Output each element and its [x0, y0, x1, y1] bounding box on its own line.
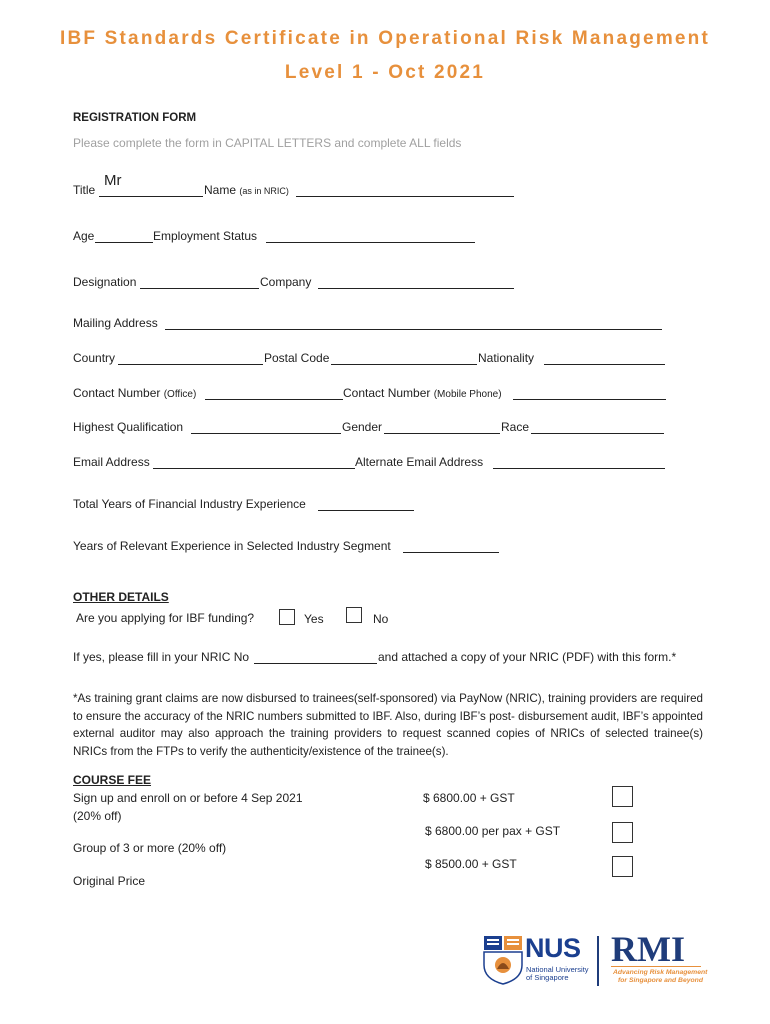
- designation-label: Designation: [73, 275, 137, 289]
- fee-option-price-original: $ 8500.00 + GST: [425, 857, 517, 871]
- nus-crest-icon: [483, 935, 523, 985]
- gender-field[interactable]: [384, 433, 500, 434]
- designation-field[interactable]: [140, 288, 259, 289]
- country-field[interactable]: [118, 364, 263, 365]
- title-field[interactable]: [99, 196, 203, 197]
- alt-email-field[interactable]: [493, 468, 665, 469]
- email-label: Email Address: [73, 455, 150, 469]
- nus-logo-sub2: of Singapore: [526, 973, 569, 982]
- gender-label: Gender: [342, 420, 383, 434]
- funding-question: Are you applying for IBF funding?: [76, 611, 255, 625]
- form-title-line1: IBF Standards Certificate in Operational Risk Management: [59, 28, 711, 49]
- total-experience-field[interactable]: [318, 510, 414, 511]
- employment-status-label: Employment Status: [153, 229, 258, 243]
- rmi-logo-sub1: Advancing Risk Management: [613, 969, 708, 976]
- registration-instruction: Please complete the form in CAPITAL LETTERS and complete ALL fields: [73, 136, 462, 150]
- qualification-field[interactable]: [191, 433, 341, 434]
- nric-disclaimer: *As training grant claims are now disbursed to trainees(self-sponsored) via PayNow (NRIC), training providers are required to ensure the accuracy of the NRIC numbers submitted to IBF. Also, during IBF’s post- disbursement audit, IBF’s appointed external auditor may also approach the training providers to request scanned copies of NRICs of selected trainee(s) NRICs from the FTPs to verify the authenticity/existence of the trainee(s).: [73, 692, 703, 758]
- funding-no-checkbox[interactable]: [346, 607, 362, 623]
- nus-logo-sub1: National University: [526, 965, 589, 974]
- fee-early-checkbox[interactable]: [612, 786, 633, 807]
- fee-option-label-early: Sign up and enroll on or before 4 Sep 2021 (20% off): [73, 791, 303, 823]
- company-field[interactable]: [318, 288, 514, 289]
- nationality-field[interactable]: [544, 364, 665, 365]
- company-label: Company: [260, 275, 312, 289]
- contact-office-field[interactable]: [205, 399, 343, 400]
- employment-status-field[interactable]: [266, 242, 475, 243]
- funding-yes-checkbox[interactable]: [279, 609, 295, 625]
- rmi-logo-sub2: for Singapore and Beyond: [618, 977, 703, 984]
- rmi-logo-rule: [611, 966, 701, 967]
- fee-original-checkbox[interactable]: [612, 856, 633, 877]
- funding-yes-label: Yes: [304, 612, 324, 626]
- course-fee-heading: COURSE FEE: [73, 773, 152, 787]
- nationality-label: Nationality: [478, 351, 535, 365]
- qualification-label: Highest Qualification: [73, 420, 184, 434]
- alt-email-label: Alternate Email Address: [355, 455, 484, 469]
- registration-heading: REGISTRATION FORM: [73, 112, 197, 124]
- relevant-experience-field[interactable]: [403, 552, 499, 553]
- fee-option-price-group: $ 6800.00 per pax + GST: [425, 824, 561, 838]
- logo-divider: [597, 936, 599, 986]
- mailing-address-label: Mailing Address: [73, 316, 158, 330]
- form-title-line2: Level 1 - Oct 2021: [284, 62, 486, 83]
- contact-mobile-field[interactable]: [513, 399, 666, 400]
- relevant-experience-label: Years of Relevant Experience in Selected Industry Segment: [73, 539, 391, 553]
- race-field[interactable]: [531, 433, 664, 434]
- fee-option-price-early: $ 6800.00 + GST: [423, 791, 515, 805]
- nus-logo-text: NUS: [525, 933, 581, 963]
- name-field[interactable]: [296, 196, 514, 197]
- name-label: Name (as in NRIC): [204, 183, 289, 197]
- fee-option-label-group: Group of 3 or more (20% off): [73, 841, 227, 855]
- email-field[interactable]: [153, 468, 355, 469]
- nric-prefix: If yes, please fill in your NRIC No: [73, 650, 250, 664]
- funding-no-label: No: [373, 612, 389, 626]
- nric-field[interactable]: [254, 663, 377, 664]
- fee-group-checkbox[interactable]: [612, 822, 633, 843]
- title-value[interactable]: Mr: [104, 172, 122, 189]
- mailing-address-field[interactable]: [165, 329, 662, 330]
- country-label: Country: [73, 351, 116, 365]
- contact-mobile-label: Contact Number (Mobile Phone): [343, 386, 502, 400]
- nric-suffix: and attached a copy of your NRIC (PDF) with this form.*: [378, 650, 677, 664]
- contact-office-label: Contact Number (Office): [73, 386, 197, 400]
- postal-code-field[interactable]: [331, 364, 477, 365]
- age-label: Age: [73, 229, 95, 243]
- other-details-heading: OTHER DETAILS: [73, 590, 169, 604]
- postal-code-label: Postal Code: [264, 351, 330, 365]
- fee-option-label-original: Original Price: [73, 874, 146, 888]
- title-label: Title: [73, 183, 96, 197]
- race-label: Race: [501, 420, 530, 434]
- rmi-logo-text: RMI: [611, 929, 685, 969]
- age-field[interactable]: [95, 242, 153, 243]
- total-experience-label: Total Years of Financial Industry Experience: [73, 497, 306, 511]
